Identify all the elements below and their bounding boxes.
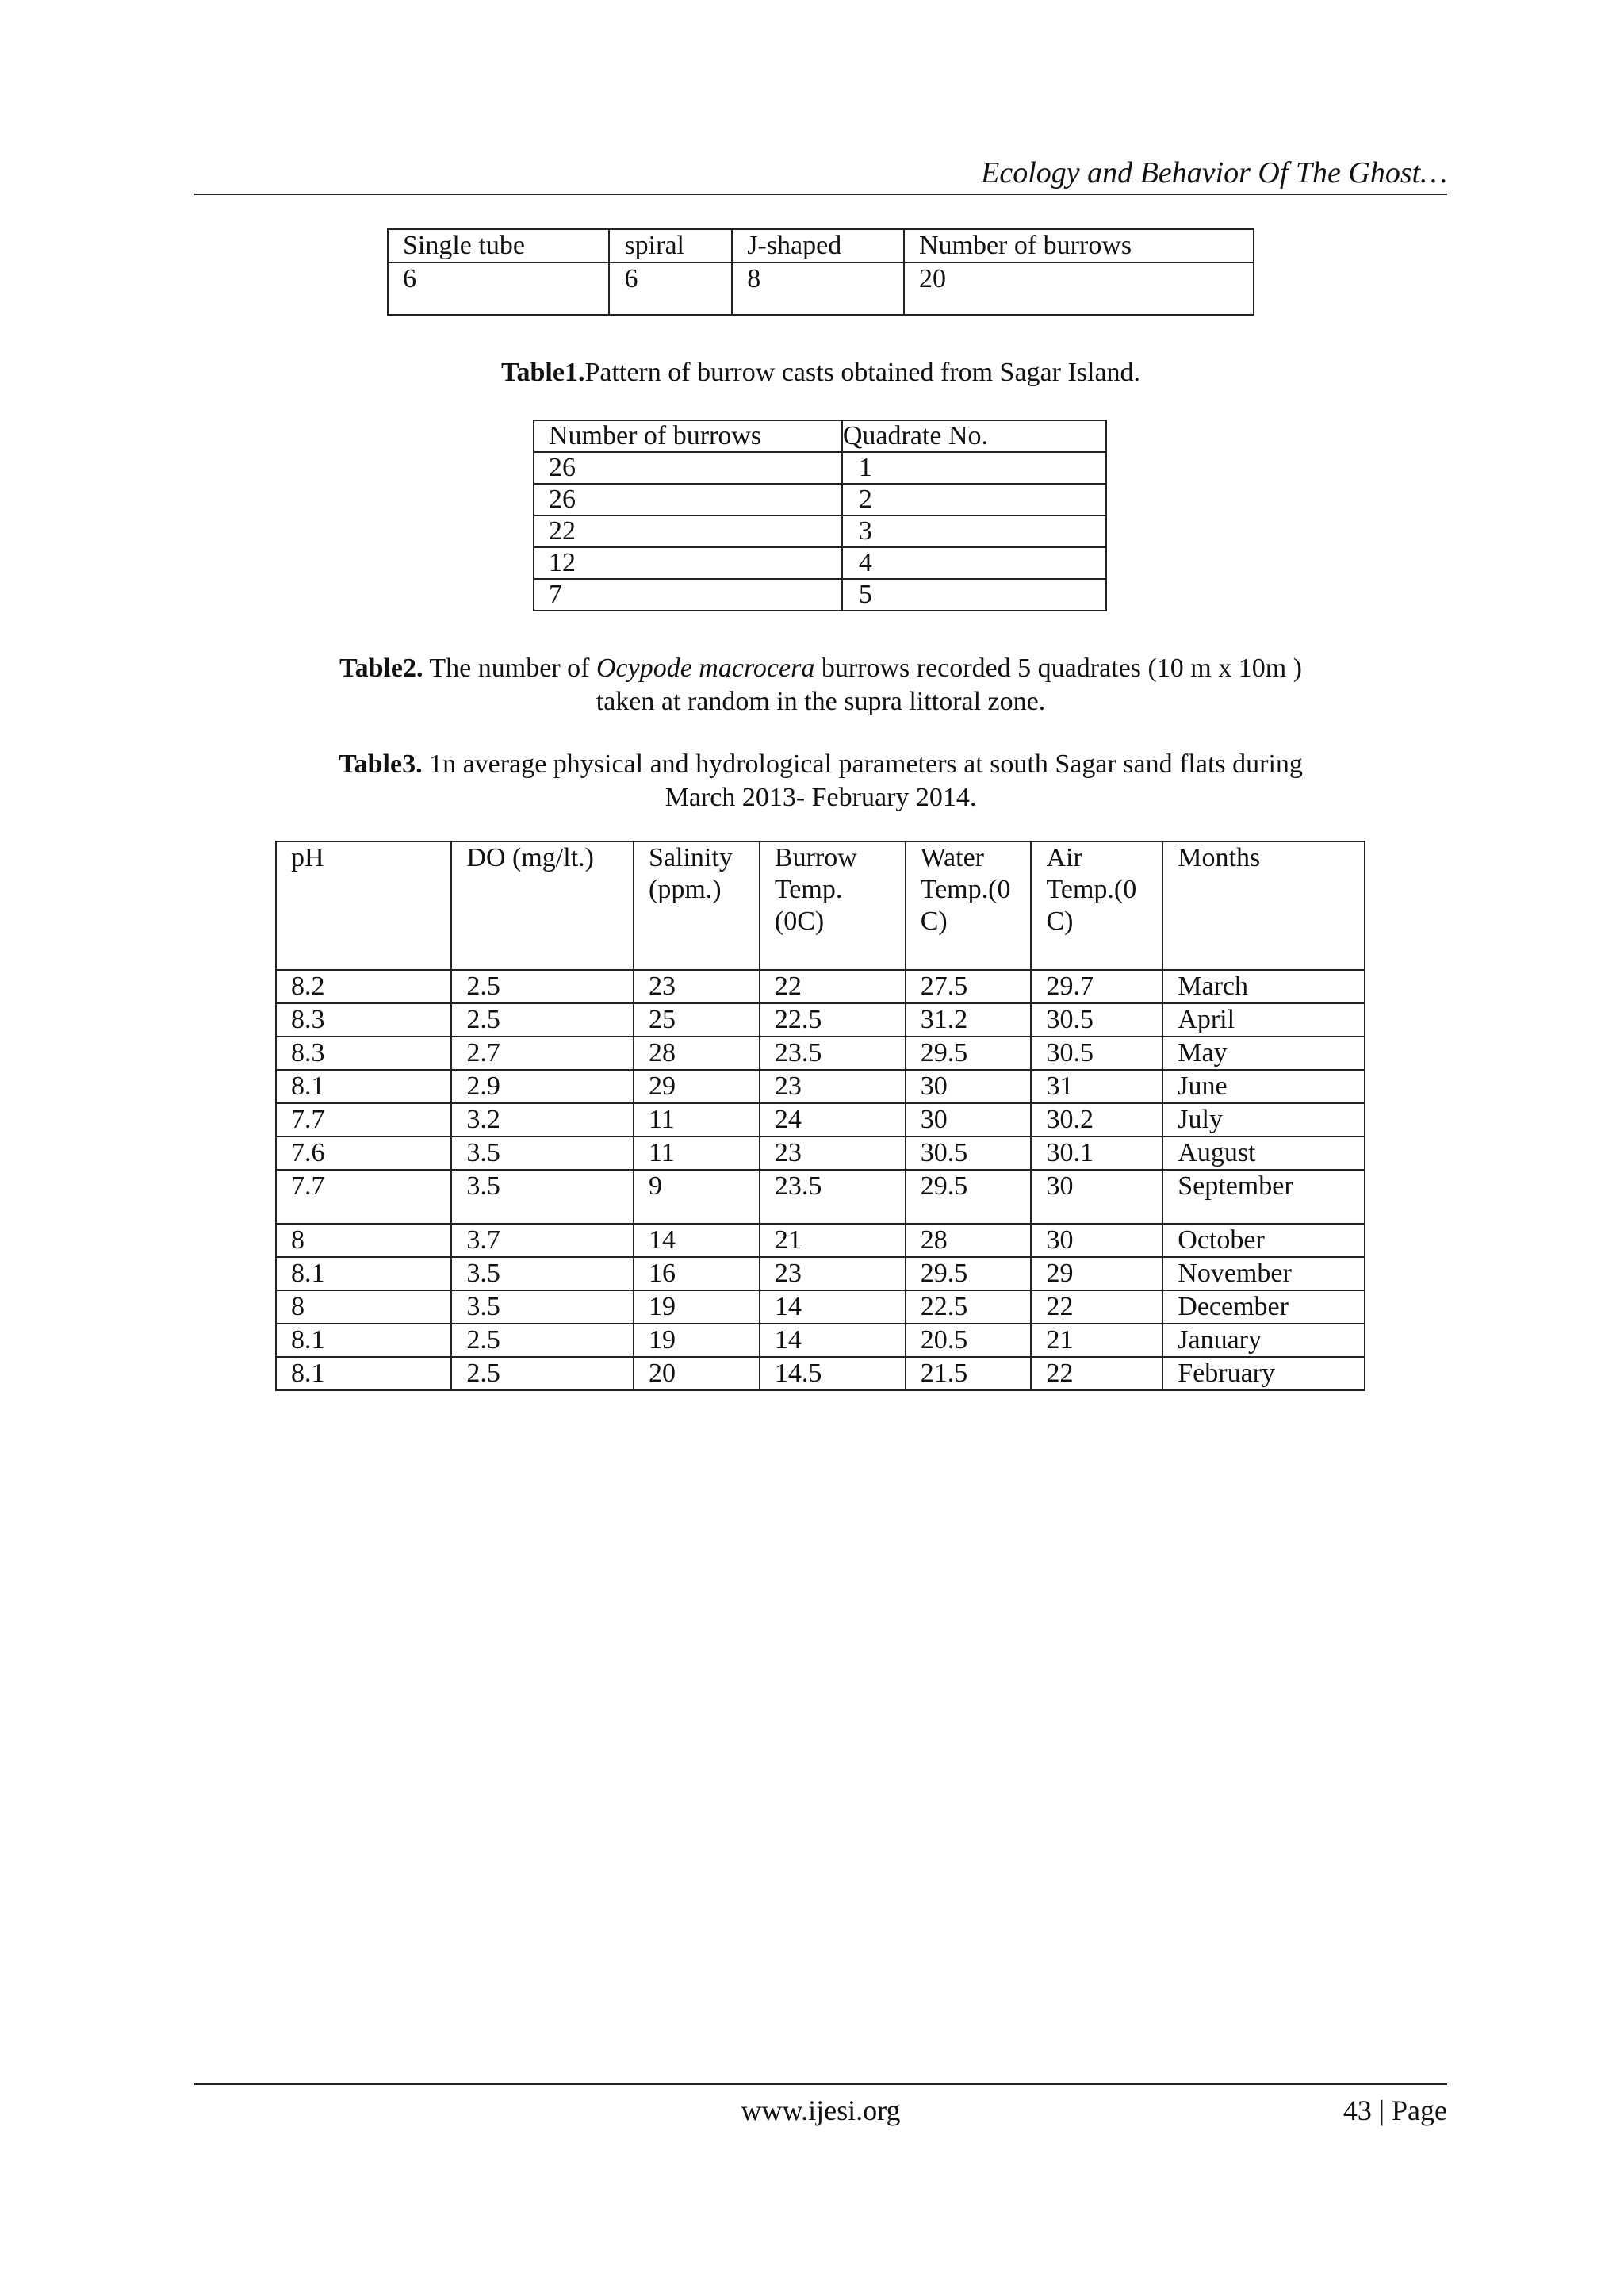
table-cell: 11 (634, 1103, 760, 1137)
table-hydrological-parameters (275, 841, 1365, 1391)
footer-url: www.ijesi.org (741, 2095, 901, 2126)
table-cell: 8.3 (276, 1037, 451, 1070)
column-header: Number of burrows (534, 420, 842, 452)
table-header-row (276, 841, 1365, 970)
column-header (634, 841, 760, 970)
table-cell: 3 (842, 516, 1106, 547)
footer-rule (194, 2083, 1447, 2085)
table-cell: 20 (634, 1357, 760, 1390)
table-row (276, 1137, 1365, 1170)
table-row (276, 1103, 1365, 1137)
column-header (1031, 841, 1162, 970)
table-cell: 26 (534, 452, 842, 484)
caption-line-2: taken at random in the supra littoral zone. (596, 687, 1046, 716)
table-cell: 8.2 (276, 970, 451, 1003)
column-header: J-shaped (732, 229, 904, 263)
column-header-line: Temp. (774, 875, 843, 904)
table-row (534, 516, 1106, 547)
table-cell: 14 (760, 1290, 906, 1324)
column-header (276, 841, 451, 970)
table-row (276, 1003, 1365, 1037)
table-cell: July (1162, 1103, 1365, 1137)
table-row (276, 1037, 1365, 1070)
table-cell: 8.1 (276, 1070, 451, 1103)
table-row (276, 970, 1365, 1003)
table-cell: 8 (276, 1224, 451, 1257)
table-cell: April (1162, 1003, 1365, 1037)
table-row (276, 1290, 1365, 1324)
table-cell: 31 (1031, 1070, 1162, 1103)
table-cell: 30.2 (1031, 1103, 1162, 1137)
table-cell: 29 (1031, 1257, 1162, 1290)
column-header-line: (0C) (774, 907, 825, 936)
page-number: 43 | Page (1342, 2095, 1447, 2126)
column-header-line: Months (1178, 843, 1261, 872)
column-header-line: DO (mg/lt.) (466, 843, 594, 872)
column-header (760, 841, 906, 970)
caption-label: Table3. (339, 749, 423, 779)
table-cell: 11 (634, 1137, 760, 1170)
table-cell: 23 (634, 970, 760, 1003)
column-header: spiral (609, 229, 732, 263)
column-header-line: C) (1046, 907, 1074, 936)
column-header-line: C) (920, 907, 948, 936)
column-header: Quadrate No. (842, 420, 1106, 452)
table-cell: 3.7 (451, 1224, 634, 1257)
column-header-line: Water (920, 843, 985, 872)
column-header-line: Temp.(0 (1046, 875, 1137, 904)
column-header (451, 841, 634, 970)
table-cell: 3.5 (451, 1257, 634, 1290)
table-cell: May (1162, 1037, 1365, 1070)
table-cell: 16 (634, 1257, 760, 1290)
column-header: Number of burrows (904, 229, 1254, 263)
table-cell: 22 (760, 970, 906, 1003)
table-cell: 27.5 (906, 970, 1032, 1003)
table-cell: 21 (1031, 1324, 1162, 1357)
table-cell: 7 (534, 579, 842, 611)
table-cell: 30.5 (906, 1137, 1032, 1170)
table-cell: 31.2 (906, 1003, 1032, 1037)
table-cell: 30 (906, 1103, 1032, 1137)
table-header-row (534, 420, 1106, 452)
table-cell: 2.5 (451, 1357, 634, 1390)
table-cell: 22 (1031, 1290, 1162, 1324)
table-cell: 22.5 (760, 1003, 906, 1037)
caption-label: Table1. (500, 358, 585, 387)
table-cell: 24 (760, 1103, 906, 1137)
table-burrow-casts (387, 228, 1254, 316)
table-row (276, 1357, 1365, 1390)
table-cell: 8 (276, 1290, 451, 1324)
caption-label: Table2. (339, 654, 423, 683)
table-cell: 7.6 (276, 1137, 451, 1170)
table-cell: 3.2 (451, 1103, 634, 1137)
table-cell: 8 (732, 263, 904, 315)
table-cell: 29 (634, 1070, 760, 1103)
table-cell: 8.1 (276, 1257, 451, 1290)
table-row (276, 1224, 1365, 1257)
table-cell: January (1162, 1324, 1365, 1357)
caption-text: Pattern of burrow casts obtained from Sagar Island. (584, 358, 1141, 387)
table-cell: 25 (634, 1003, 760, 1037)
table-cell: 26 (534, 484, 842, 516)
column-header-line: Air (1046, 843, 1082, 872)
table-cell: 7.7 (276, 1170, 451, 1224)
table3-caption (194, 748, 1447, 815)
caption-line-2: March 2013- February 2014. (665, 783, 977, 812)
table-cell: 3.5 (451, 1290, 634, 1324)
table-cell: 23 (760, 1070, 906, 1103)
table-cell: December (1162, 1290, 1365, 1324)
table-cell: 30 (1031, 1224, 1162, 1257)
table-cell: 2 (842, 484, 1106, 516)
table-row (534, 484, 1106, 516)
table-cell: 3.5 (451, 1137, 634, 1170)
column-header (1162, 841, 1365, 970)
table-cell: 28 (634, 1037, 760, 1070)
table-cell: 14 (634, 1224, 760, 1257)
table-cell: 5 (842, 579, 1106, 611)
table-cell: 21.5 (906, 1357, 1032, 1390)
table1-caption (194, 356, 1447, 389)
column-header-line: Burrow (774, 843, 857, 872)
species-name: Ocypode macrocera (596, 654, 815, 683)
table-cell: 30.5 (1031, 1037, 1162, 1070)
table-cell: 9 (634, 1170, 760, 1224)
header-rule (194, 194, 1447, 195)
table-row (534, 547, 1106, 579)
caption-line-1 (194, 652, 1447, 685)
table-cell: 12 (534, 547, 842, 579)
running-title: Ecology and Behavior Of The Ghost… (981, 156, 1447, 190)
table-cell: 20 (904, 263, 1254, 315)
caption-text: The number of (423, 654, 596, 683)
table-cell: 23.5 (760, 1170, 906, 1224)
table-cell: 29.5 (906, 1257, 1032, 1290)
table-cell: 29.7 (1031, 970, 1162, 1003)
table-cell: 30.5 (1031, 1003, 1162, 1037)
table-cell: 2.5 (451, 970, 634, 1003)
column-header: Single tube (388, 229, 609, 263)
table-cell: 22 (534, 516, 842, 547)
table-cell: 2.9 (451, 1070, 634, 1103)
column-header-line: pH (291, 843, 324, 872)
table-row (388, 263, 1254, 315)
table-cell: 29.5 (906, 1037, 1032, 1070)
table-cell: 14 (760, 1324, 906, 1357)
table-cell: February (1162, 1357, 1365, 1390)
table-cell: 6 (609, 263, 732, 315)
table-cell: 19 (634, 1290, 760, 1324)
table-cell: 23 (760, 1137, 906, 1170)
table-cell: 19 (634, 1324, 760, 1357)
table-quadrate-burrows (533, 420, 1107, 611)
table-cell: 22.5 (906, 1290, 1032, 1324)
column-header-line: (ppm.) (649, 875, 722, 904)
caption-text: 1n average physical and hydrological parameters at south Sagar sand flats during (422, 749, 1303, 779)
table-cell: 23 (760, 1257, 906, 1290)
table-cell: 30.1 (1031, 1137, 1162, 1170)
column-header-line: Temp.(0 (920, 875, 1011, 904)
table-cell: 1 (842, 452, 1106, 484)
table-cell: 2.5 (451, 1324, 634, 1357)
table-cell: September (1162, 1170, 1365, 1224)
column-header-line: Salinity (649, 843, 733, 872)
table-cell: 30 (1031, 1170, 1162, 1224)
table-row (534, 579, 1106, 611)
table-cell: 4 (842, 547, 1106, 579)
table-cell: 2.7 (451, 1037, 634, 1070)
table-cell: 22 (1031, 1357, 1162, 1390)
table-cell: 8.1 (276, 1324, 451, 1357)
caption-text: burrows recorded 5 quadrates (10 m x 10m ) (814, 654, 1302, 683)
table-cell: 14.5 (760, 1357, 906, 1390)
table-row (534, 452, 1106, 484)
table-row (276, 1324, 1365, 1357)
table-cell: 20.5 (906, 1324, 1032, 1357)
table-cell: 7.7 (276, 1103, 451, 1137)
table2-caption (194, 652, 1447, 719)
column-header (906, 841, 1032, 970)
table-cell: 29.5 (906, 1170, 1032, 1224)
table-cell: 21 (760, 1224, 906, 1257)
table-cell: November (1162, 1257, 1365, 1290)
table-row (276, 1170, 1365, 1224)
table-cell: 23.5 (760, 1037, 906, 1070)
table-cell: June (1162, 1070, 1365, 1103)
table-cell: October (1162, 1224, 1365, 1257)
table-cell: 2.5 (451, 1003, 634, 1037)
table-cell: August (1162, 1137, 1365, 1170)
table-cell: March (1162, 970, 1365, 1003)
table-cell: 30 (906, 1070, 1032, 1103)
table-header-row (388, 229, 1254, 263)
table-cell: 6 (388, 263, 609, 315)
table-cell: 28 (906, 1224, 1032, 1257)
table-cell: 8.1 (276, 1357, 451, 1390)
table-cell: 8.3 (276, 1003, 451, 1037)
table-cell: 3.5 (451, 1170, 634, 1224)
table-row (276, 1070, 1365, 1103)
table-row (276, 1257, 1365, 1290)
caption-line-1 (194, 748, 1447, 781)
